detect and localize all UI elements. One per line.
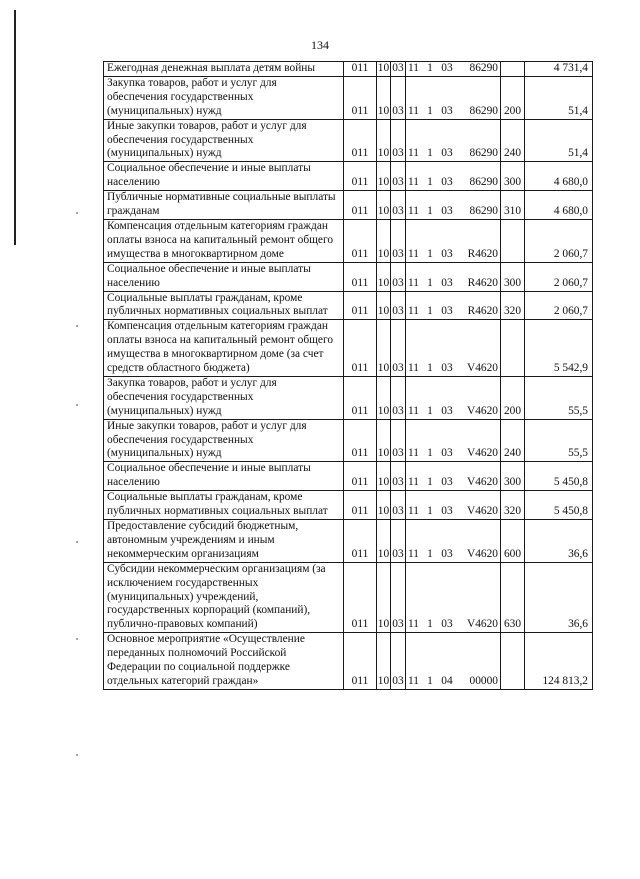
program-code-part: 11 (408, 404, 419, 417)
program-code-part: 86290 (469, 147, 498, 160)
section-code-cell: 10 (377, 520, 391, 563)
table-row (104, 520, 593, 563)
expense-type-cell: 300 (501, 462, 525, 491)
expense-name-cell: Социальные выплаты гражданам, кроме публичных нормативных социальных выплат (104, 491, 344, 520)
program-code-cell (406, 62, 501, 77)
expense-type-cell (501, 633, 525, 690)
subsection-code-cell: 03 (391, 320, 406, 377)
program-code-part: 11 (408, 447, 419, 460)
scan-dot (76, 638, 78, 640)
program-code-part: 1 (427, 176, 433, 189)
expense-type-cell: 240 (501, 119, 525, 162)
subsection-code-cell: 03 (391, 520, 406, 563)
budget-table-body (104, 62, 593, 690)
program-code-part: 11 (408, 62, 419, 74)
ministry-code-cell: 011 (344, 162, 377, 191)
program-code-cell (406, 633, 501, 690)
expense-type-cell (501, 62, 525, 77)
program-code-cell (406, 262, 501, 291)
program-code-part: 86290 (469, 104, 498, 117)
amount-cell: 4 731,4 (525, 62, 593, 77)
program-code-part: 1 (427, 547, 433, 560)
ministry-code-cell: 011 (344, 491, 377, 520)
ministry-code-cell: 011 (344, 191, 377, 220)
program-code-cell (406, 320, 501, 377)
program-code-part: 1 (427, 247, 433, 260)
expense-type-cell: 200 (501, 76, 525, 119)
page-number: 134 (311, 38, 329, 52)
scan-dot (76, 541, 78, 543)
scan-dot (76, 212, 78, 214)
program-code-part: 11 (408, 674, 419, 687)
program-code-part: 11 (408, 176, 419, 189)
subsection-code-cell: 03 (391, 491, 406, 520)
program-code-part: 03 (441, 618, 453, 631)
program-code-part: 86290 (469, 62, 498, 74)
program-code-cell (406, 119, 501, 162)
program-code-part: 86290 (469, 205, 498, 218)
program-code-cell (406, 162, 501, 191)
section-code-cell: 10 (377, 320, 391, 377)
section-code-cell: 10 (377, 262, 391, 291)
table-row (104, 491, 593, 520)
program-code-part: 1 (427, 404, 433, 417)
program-code-part: V4620 (466, 505, 498, 518)
expense-name-cell: Компенсация отдельным категориям граждан оплаты взноса на капитальный ремонт общего имущества в многоквартирном доме (104, 219, 344, 262)
ministry-code-cell: 011 (344, 562, 377, 633)
amount-cell: 5 542,9 (525, 320, 593, 377)
program-code-part: 03 (441, 505, 453, 518)
ministry-code-cell: 011 (344, 219, 377, 262)
subsection-code-cell: 03 (391, 462, 406, 491)
table-row (104, 320, 593, 377)
budget-table (103, 61, 593, 690)
program-code-part: 1 (427, 62, 433, 74)
subsection-code-cell: 03 (391, 76, 406, 119)
expense-type-cell: 310 (501, 191, 525, 220)
table-row (104, 62, 593, 77)
program-code-part: 1 (427, 205, 433, 218)
expense-name-cell: Иные закупки товаров, работ и услуг для обеспечения государственных (муниципальных) нужд (104, 119, 344, 162)
program-code-cell (406, 562, 501, 633)
program-code-part: V4620 (466, 476, 498, 489)
table-row (104, 162, 593, 191)
amount-cell: 36,6 (525, 520, 593, 563)
amount-cell: 5 450,8 (525, 462, 593, 491)
program-code-part: 11 (408, 547, 419, 560)
subsection-code-cell: 03 (391, 562, 406, 633)
program-code-part: 03 (441, 147, 453, 160)
program-code-part: 1 (427, 618, 433, 631)
program-code-part: 03 (441, 476, 453, 489)
subsection-code-cell: 03 (391, 219, 406, 262)
table-row (104, 633, 593, 690)
program-code-part: 00000 (469, 674, 498, 687)
program-code-cell (406, 419, 501, 462)
section-code-cell: 10 (377, 491, 391, 520)
amount-cell: 4 680,0 (525, 162, 593, 191)
ministry-code-cell: 011 (344, 633, 377, 690)
section-code-cell: 10 (377, 119, 391, 162)
table-row (104, 376, 593, 419)
program-code-part: V4620 (466, 404, 498, 417)
program-code-cell (406, 491, 501, 520)
program-code-part: 03 (441, 276, 453, 289)
ministry-code-cell: 011 (344, 376, 377, 419)
program-code-part: R4620 (467, 305, 498, 318)
scan-dot (76, 754, 78, 756)
subsection-code-cell: 03 (391, 119, 406, 162)
program-code-part: 03 (441, 62, 453, 74)
table-row (104, 562, 593, 633)
amount-cell: 55,5 (525, 376, 593, 419)
expense-type-cell: 320 (501, 491, 525, 520)
section-code-cell: 10 (377, 633, 391, 690)
program-code-part: 03 (441, 247, 453, 260)
program-code-part: 03 (441, 205, 453, 218)
program-code-part: 04 (441, 674, 453, 687)
table-row (104, 262, 593, 291)
expense-type-cell: 300 (501, 162, 525, 191)
amount-cell: 51,4 (525, 119, 593, 162)
program-code-part: 11 (408, 618, 419, 631)
amount-cell: 55,5 (525, 419, 593, 462)
program-code-cell (406, 376, 501, 419)
ministry-code-cell: 011 (344, 262, 377, 291)
expense-type-cell: 630 (501, 562, 525, 633)
ministry-code-cell: 011 (344, 62, 377, 77)
program-code-cell (406, 291, 501, 320)
program-code-part: R4620 (467, 276, 498, 289)
program-code-part: 11 (408, 305, 419, 318)
expense-name-cell: Компенсация отдельным категориям граждан оплаты взноса на капитальный ремонт общего имущества в многоквартирном доме (за счет средств областного бюджета) (104, 320, 344, 377)
program-code-part: 1 (427, 305, 433, 318)
subsection-code-cell: 03 (391, 291, 406, 320)
program-code-part: 1 (427, 147, 433, 160)
program-code-cell (406, 462, 501, 491)
section-code-cell: 10 (377, 462, 391, 491)
ministry-code-cell: 011 (344, 119, 377, 162)
expense-name-cell: Социальное обеспечение и иные выплаты населению (104, 262, 344, 291)
ministry-code-cell: 011 (344, 76, 377, 119)
program-code-part: 11 (408, 247, 419, 260)
program-code-part: 86290 (469, 176, 498, 189)
program-code-part: 1 (427, 276, 433, 289)
program-code-part: V4620 (466, 447, 498, 460)
amount-cell: 124 813,2 (525, 633, 593, 690)
program-code-part: R4620 (467, 247, 498, 260)
program-code-part: V4620 (466, 362, 498, 375)
amount-cell: 5 450,8 (525, 491, 593, 520)
section-code-cell: 10 (377, 376, 391, 419)
amount-cell: 2 060,7 (525, 262, 593, 291)
program-code-part: 11 (408, 505, 419, 518)
section-code-cell: 10 (377, 62, 391, 77)
table-row (104, 291, 593, 320)
expense-name-cell: Социальное обеспечение и иные выплаты населению (104, 462, 344, 491)
amount-cell: 2 060,7 (525, 291, 593, 320)
subsection-code-cell: 03 (391, 376, 406, 419)
section-code-cell: 10 (377, 162, 391, 191)
program-code-part: 11 (408, 104, 419, 117)
amount-cell: 2 060,7 (525, 219, 593, 262)
expense-name-cell: Публичные нормативные социальные выплаты гражданам (104, 191, 344, 220)
section-code-cell: 10 (377, 219, 391, 262)
program-code-part: 1 (427, 505, 433, 518)
table-row (104, 419, 593, 462)
program-code-part: 03 (441, 104, 453, 117)
expense-name-cell: Иные закупки товаров, работ и услуг для обеспечения государственных (муниципальных) нужд (104, 419, 344, 462)
table-row (104, 119, 593, 162)
section-code-cell: 10 (377, 291, 391, 320)
expense-type-cell: 200 (501, 376, 525, 419)
expense-name-cell: Закупка товаров, работ и услуг для обеспечения государственных (муниципальных) нужд (104, 376, 344, 419)
section-code-cell: 10 (377, 76, 391, 119)
program-code-cell (406, 191, 501, 220)
program-code-cell (406, 219, 501, 262)
program-code-part: 03 (441, 404, 453, 417)
program-code-cell (406, 76, 501, 119)
expense-type-cell: 600 (501, 520, 525, 563)
program-code-part: 11 (408, 205, 419, 218)
ministry-code-cell: 011 (344, 291, 377, 320)
ministry-code-cell: 011 (344, 320, 377, 377)
program-code-part: 11 (408, 147, 419, 160)
table-row (104, 219, 593, 262)
expense-name-cell: Основное мероприятие «Осуществление переданных полномочий Российской Федерации по социальной поддержке отдельных категорий граждан» (104, 633, 344, 690)
expense-type-cell: 300 (501, 262, 525, 291)
expense-name-cell: Предоставление субсидий бюджетным, автономным учреждениям и иным некоммерческим организациям (104, 520, 344, 563)
subsection-code-cell: 03 (391, 633, 406, 690)
ministry-code-cell: 011 (344, 462, 377, 491)
program-code-part: 1 (427, 447, 433, 460)
expense-type-cell (501, 219, 525, 262)
expense-name-cell: Субсидии некоммерческим организациям (за исключением государственных (муниципальных) учреждений, государственных корпораций (компаний), публично-правовых компаний) (104, 562, 344, 633)
program-code-part: 03 (441, 447, 453, 460)
expense-type-cell: 240 (501, 419, 525, 462)
program-code-part: 03 (441, 305, 453, 318)
scan-dot (76, 404, 78, 406)
program-code-part: V4620 (466, 618, 498, 631)
table-row (104, 191, 593, 220)
expense-name-cell: Социальные выплаты гражданам, кроме публичных нормативных социальных выплат (104, 291, 344, 320)
table-row (104, 462, 593, 491)
ministry-code-cell: 011 (344, 520, 377, 563)
program-code-part: 03 (441, 547, 453, 560)
subsection-code-cell: 03 (391, 191, 406, 220)
subsection-code-cell: 03 (391, 262, 406, 291)
program-code-part: 03 (441, 362, 453, 375)
program-code-part: 11 (408, 362, 419, 375)
program-code-part: 1 (427, 104, 433, 117)
subsection-code-cell: 03 (391, 62, 406, 77)
expense-type-cell (501, 320, 525, 377)
program-code-part: 1 (427, 674, 433, 687)
subsection-code-cell: 03 (391, 419, 406, 462)
program-code-part: 1 (427, 476, 433, 489)
amount-cell: 4 680,0 (525, 191, 593, 220)
program-code-part: 11 (408, 476, 419, 489)
expense-name-cell: Социальное обеспечение и иные выплаты населению (104, 162, 344, 191)
table-row (104, 76, 593, 119)
amount-cell: 36,6 (525, 562, 593, 633)
expense-name-cell: Закупка товаров, работ и услуг для обеспечения государственных (муниципальных) нужд (104, 76, 344, 119)
subsection-code-cell: 03 (391, 162, 406, 191)
program-code-cell (406, 520, 501, 563)
amount-cell: 51,4 (525, 76, 593, 119)
program-code-part: 11 (408, 276, 419, 289)
expense-name-cell: Ежегодная денежная выплата детям войны (104, 62, 344, 77)
ministry-code-cell: 011 (344, 419, 377, 462)
scan-dot (76, 325, 78, 327)
section-code-cell: 10 (377, 562, 391, 633)
program-code-part: 1 (427, 362, 433, 375)
program-code-part: 03 (441, 176, 453, 189)
section-code-cell: 10 (377, 191, 391, 220)
program-code-part: V4620 (466, 547, 498, 560)
section-code-cell: 10 (377, 419, 391, 462)
expense-type-cell: 320 (501, 291, 525, 320)
